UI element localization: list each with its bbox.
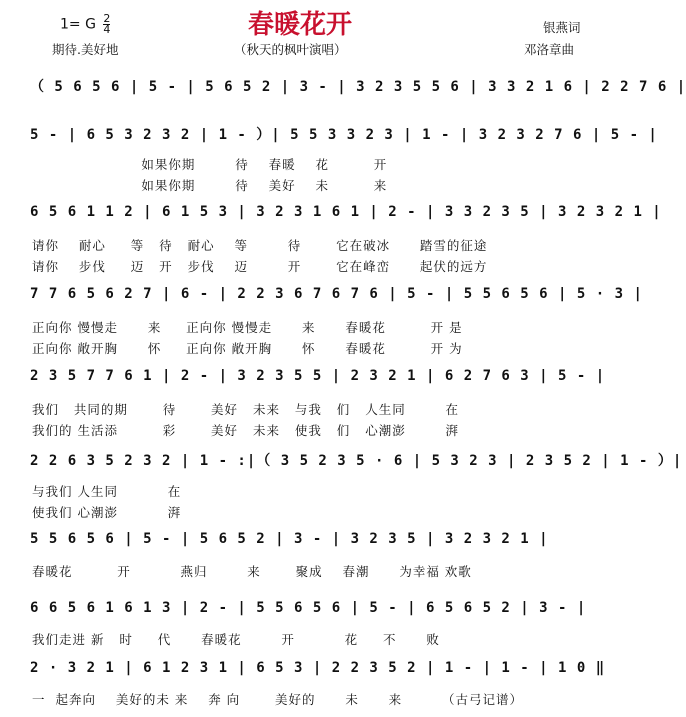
lyrics-verse-1: 如果你期 待 春暖 花 开 (32, 157, 388, 172)
subtitle-performer: （秋天的枫叶演唱） (234, 42, 347, 57)
notes-line: 2 3 5 7 7 6 1 | 2 - | 3 2 3 5 5 | 2 3 2 1 | 6 2 7 6 3 | 5 - | (30, 368, 606, 384)
notes-line: （ 5 6 5 6 | 5 - | 5 6 5 2 | 3 - | 3 2 3 5 5 6 | 3 3 2 1 6 | 2 2 7 6 | (30, 79, 686, 95)
notes-line: 5 5 6 5 6 | 5 - | 5 6 5 2 | 3 - | 3 2 3 5 | 3 2 3 2 1 | (30, 531, 549, 547)
lyrics-verse-1: 正向你 慢慢走 来 正向你 慢慢走 来 春暖花 开 是 (32, 320, 463, 335)
time-signature (103, 14, 110, 35)
notes-line: 2 2 6 3 5 2 3 2 | 1 - :|（ 3 5 2 3 5 · 6 | 5 3 2 3 | 2 3 5 2 | 1 - ）| (30, 453, 683, 469)
subtitle-expression: 期待.美好地 (52, 42, 119, 57)
lyrics-verse-1: 春暖花 开 燕归 来 聚成 春潮 为幸福 欢歌 (32, 564, 472, 579)
key-text: 1= G (60, 16, 96, 33)
time-top: 2 (103, 12, 111, 25)
lyrics-verse-2: 使我们 心潮澎 湃 (32, 505, 182, 520)
key-signature (60, 14, 110, 35)
lyrics-verse-2: 我们的 生活添 彩 美好 未来 使我 们 心潮澎 湃 (32, 423, 460, 438)
lyrics-verse-1: 与我们 人生同 在 (32, 484, 182, 499)
notes-line: 6 5 6 1 1 2 | 6 1 5 3 | 3 2 3 1 6 1 | 2 - | 3 3 2 3 5 | 3 2 3 2 1 | (30, 204, 662, 220)
lyrics-verse-2: 如果你期 待 美好 未 来 (32, 178, 388, 193)
composer: 邓洛章曲 (524, 42, 575, 57)
notes-line: 5 - | 6 5 3 2 3 2 | 1 - ）| 5 5 3 3 2 3 | 1 - | 3 2 3 2 7 6 | 5 - | (30, 127, 658, 143)
song-title: 春暖花开 (248, 10, 353, 40)
lyrics-verse-2: 正向你 敞开胸 怀 正向你 敞开胸 怀 春暖花 开 为 (32, 341, 463, 356)
time-bottom: 4 (103, 23, 111, 36)
lyricist: 银燕词 (543, 20, 581, 35)
lyrics-verse-2: 请你 步伐 迈 开 步伐 迈 开 它在峰峦 起伏的远方 (32, 259, 488, 274)
notes-line: 2 · 3 2 1 | 6 1 2 3 1 | 6 5 3 | 2 2 3 5 2 | 1 - | 1 - | 1 0 ‖ (30, 660, 606, 676)
lyrics-verse-1: 一 起奔向 美好的未 来 奔 向 美好的 未 来 （古弓记谱） (32, 692, 523, 707)
notes-line: 6 6 5 6 1 6 1 3 | 2 - | 5 5 6 5 6 | 5 - | 6 5 6 5 2 | 3 - | (30, 600, 587, 616)
lyrics-verse-1: 我们走进 新 时 代 春暖花 开 花 不 败 (32, 632, 440, 647)
lyrics-verse-1: 请你 耐心 等 待 耐心 等 待 它在破冰 踏雪的征途 (32, 238, 488, 253)
lyrics-verse-1: 我们 共同的期 待 美好 未来 与我 们 人生同 在 (32, 402, 460, 417)
notes-line: 7 7 6 5 6 2 7 | 6 - | 2 2 3 6 7 6 7 6 | 5 - | 5 5 6 5 6 | 5 · 3 | (30, 286, 643, 302)
